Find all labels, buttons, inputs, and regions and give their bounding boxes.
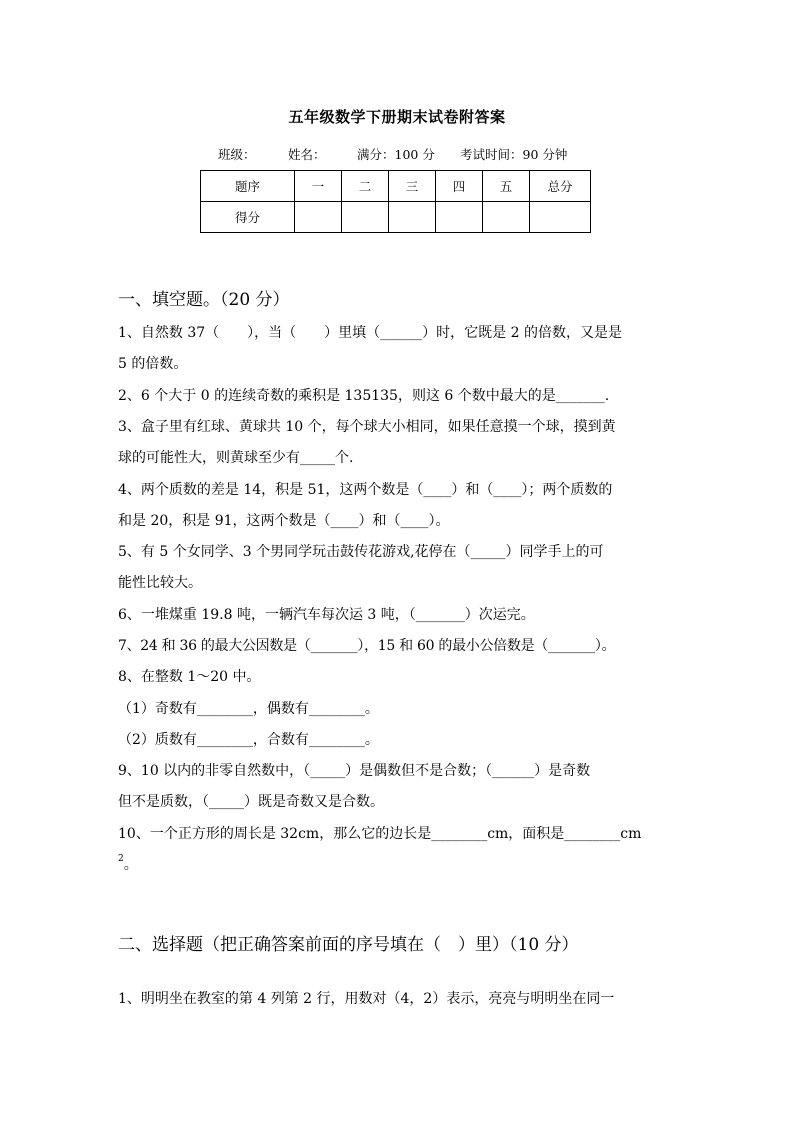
score-cell-5[interactable] (483, 202, 530, 233)
question-line: 9、10 以内的非零自然数中，（_____）是偶数但不是合数；（______）是奇数 (118, 763, 591, 779)
question-line: 但不是质数，（_____）既是奇数又是合数。 (118, 794, 384, 810)
question-line-tail (118, 854, 138, 874)
question-line: 8、在整数 1～20 中。 (118, 669, 261, 685)
question-line: （2）质数有________，合数有________。 (118, 732, 379, 748)
question-line: 5 的倍数。 (118, 356, 188, 372)
score-table-header-row (201, 171, 591, 202)
header-cell-1: 一 (295, 171, 342, 202)
question-line: （1）奇数有________，偶数有________。 (118, 701, 379, 717)
page-title: 五年级数学下册期末试卷附答案 (288, 108, 506, 126)
header-cell-3: 三 (389, 171, 436, 202)
header-cell-5: 五 (483, 171, 530, 202)
header-cell-total: 总分 (530, 171, 591, 202)
score-cell-2[interactable] (342, 202, 389, 233)
section-heading-fill-blank: 一、填空题。（20 分） (118, 290, 290, 310)
question-line: 4、两个质数的差是 14，积是 51，这两个数是（____）和（____）；两个质数的 (118, 482, 613, 498)
score-table-score-row (201, 202, 591, 233)
question-line: 5、有 5 个女同学、3 个男同学玩击鼓传花游戏,花停在（_____）同学手上的可 (118, 544, 604, 560)
question-line: 球的可能性大，则黄球至少有_____个. (118, 450, 354, 466)
question-line: 1、自然数 37（ ），当（ ）里填（______）时，它既是 2 的倍数，又是是 (118, 325, 622, 341)
question-line: 和是 20，积是 91，这两个数是（____）和（____）。 (118, 513, 450, 529)
header-cell-2: 二 (342, 171, 389, 202)
question-line: 7、24 和 36 的最大公因数是（_______），15 和 60 的最小公倍数是（_______）。 (118, 638, 616, 654)
section-heading-multiple-choice: 二、选择题（把正确答案前面的序号填在（ ）里）（10 分） (118, 935, 579, 955)
question-line: 能性比较大。 (118, 575, 202, 591)
score-cell-3[interactable] (389, 202, 436, 233)
score-cell-1[interactable] (295, 202, 342, 233)
name-label: 姓名： (288, 147, 326, 162)
question-line: 1、明明坐在教室的第 4 列第 2 行，用数对（4，2）表示，亮亮与明明坐在同一 (118, 991, 615, 1007)
score-table (200, 170, 591, 233)
score-cell-4[interactable] (436, 202, 483, 233)
full-score: 满分：100 分 (357, 147, 435, 162)
question-line: 2、6 个大于 0 的连续奇数的乘积是 135135，则这 6 个数中最大的是_______. (118, 388, 610, 404)
tail-period: 。 (123, 857, 138, 873)
question-line: 10、一个正方形的周长是 32cm，那么它的边长是________cm，面积是________cm (118, 826, 642, 842)
exam-time: 考试时间：90 分钟 (460, 147, 568, 162)
question-line: 3、盒子里有红球、黄球共 10 个，每个球大小相同，如果任意摸一个球，摸到黄 (118, 419, 616, 435)
superscript-two: 2 (118, 854, 124, 864)
question-line: 6、一堆煤重 19.8 吨，一辆汽车每次运 3 吨，（_______）次运完。 (118, 607, 535, 623)
class-label: 班级： (218, 147, 256, 162)
score-row-label: 得分 (201, 202, 295, 233)
header-cell-4: 四 (436, 171, 483, 202)
score-cell-total[interactable] (530, 202, 591, 233)
header-cell-index: 题序 (201, 171, 295, 202)
